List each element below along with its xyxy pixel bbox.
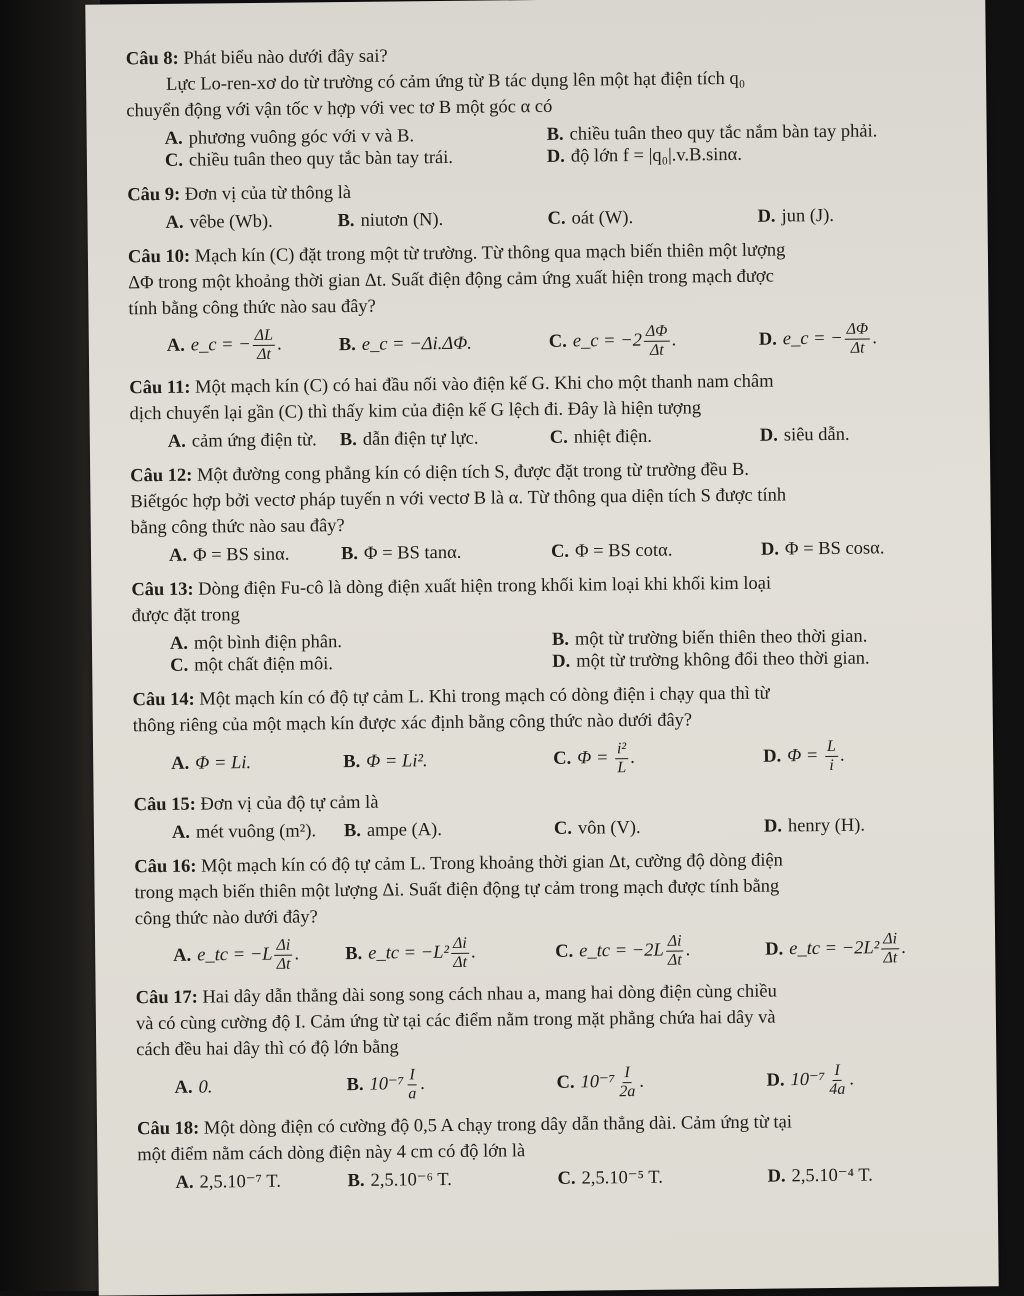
question-stem-line	[136, 978, 976, 1009]
fraction-numerator: Δi	[451, 935, 469, 954]
question-number: Câu 11:	[129, 378, 190, 399]
question-stem-line	[134, 847, 974, 878]
stem-text: Đơn vị của từ thông là	[185, 183, 351, 205]
fraction	[615, 740, 629, 777]
option-label: B.	[345, 944, 362, 964]
fraction-numerator: i²	[615, 740, 628, 759]
answer-options	[134, 813, 974, 844]
answer-options	[132, 624, 972, 677]
option-c[interactable]	[132, 651, 552, 677]
option-label: D.	[764, 816, 782, 836]
formula-end: .	[639, 1072, 644, 1092]
option-label: A.	[175, 1077, 193, 1097]
option-d[interactable]	[763, 736, 973, 775]
option-d[interactable]	[765, 929, 975, 968]
option-text: henry (H).	[788, 816, 865, 837]
option-c[interactable]	[127, 146, 547, 172]
option-b[interactable]	[344, 818, 554, 842]
option-label: C.	[557, 1169, 575, 1189]
option-text: vôn (V).	[578, 818, 641, 839]
option-label: B.	[547, 125, 564, 145]
option-label: C.	[555, 941, 573, 961]
fraction-numerator: ΔΦ	[845, 321, 871, 340]
option-text: vêbe (Wb).	[189, 212, 272, 233]
answer-options	[127, 120, 967, 173]
option-a[interactable]	[131, 543, 341, 567]
question-14	[132, 680, 973, 782]
option-a[interactable]	[130, 429, 340, 453]
option-text: Φ = BS sinα.	[193, 545, 290, 566]
formula-text: e_c = −	[783, 329, 843, 350]
option-text: nhiệt điện.	[574, 427, 652, 448]
option-text: 2,5.10⁻⁵ T.	[581, 1168, 663, 1189]
answer-options	[129, 320, 969, 366]
option-c[interactable]	[547, 206, 757, 230]
stem-text: dịch chuyển lại gần (C) thì thấy kim của điện kế G lệch đi. Đây là hiện tượng	[129, 398, 701, 424]
option-c[interactable]	[553, 739, 763, 778]
option-label: D.	[766, 1070, 784, 1090]
formula-text: e_tc = −L	[197, 945, 273, 966]
fraction-numerator: Δi	[274, 937, 292, 956]
question-11	[129, 369, 970, 454]
question-8	[126, 40, 967, 173]
fraction-numerator: I	[622, 1064, 632, 1083]
stem-text: Dòng điện Fu-cô là dòng điện xuất hiện trong khối kim loại khi khối kim loại	[198, 574, 771, 600]
question-number: Câu 10:	[128, 247, 190, 268]
formula-text: Φ = Li².	[366, 751, 428, 772]
option-d[interactable]	[767, 1163, 977, 1187]
formula-end: .	[686, 940, 691, 960]
stem-text: chuyển động với vận tốc v hợp với vec tơ B một góc α có	[126, 97, 552, 121]
question-stem-line	[134, 873, 974, 904]
option-text: siêu dẫn.	[784, 425, 850, 446]
option-label: A.	[176, 1173, 194, 1193]
option-d[interactable]	[761, 537, 971, 561]
fraction	[274, 937, 292, 974]
formula-end: .	[471, 942, 476, 962]
question-number: Câu 13:	[131, 580, 193, 601]
option-text: 2,5.10⁻⁶ T.	[370, 1170, 452, 1191]
question-stem-line	[136, 1030, 976, 1061]
option-label: C.	[556, 1072, 574, 1092]
option-text: chiều tuân theo quy tắc nắm bàn tay phải.	[570, 121, 878, 144]
dark-background	[0, 0, 100, 1291]
option-label: A.	[168, 432, 186, 452]
option-a[interactable]	[127, 210, 337, 234]
question-stem-line	[129, 369, 969, 400]
question-number: Câu 8:	[126, 49, 179, 70]
option-d[interactable]	[547, 142, 967, 168]
fraction-denominator: 4a	[827, 1081, 847, 1099]
option-d[interactable]	[766, 1060, 976, 1099]
option-text: Φ = BS tanα.	[364, 543, 462, 564]
stem-text: Hai dây dẫn thẳng dài song song cách nhau a, mang hai dòng điện cùng chiều	[202, 982, 777, 1008]
option-b[interactable]	[339, 331, 549, 355]
option-b[interactable]	[346, 1065, 556, 1104]
option-label: B.	[340, 430, 357, 450]
option-b[interactable]	[337, 208, 547, 232]
option-label: B.	[346, 1075, 363, 1095]
option-label: C.	[547, 209, 565, 229]
fraction-numerator: ΔΦ	[644, 323, 670, 342]
answer-options	[133, 736, 973, 782]
option-a[interactable]	[134, 820, 344, 844]
stem-text: công thức nào dưới đây?	[135, 907, 318, 929]
formula-text: e_tc = −2L²	[789, 938, 879, 959]
question-18	[137, 1109, 978, 1194]
question-stem-line	[126, 92, 966, 123]
formula-end: .	[840, 746, 845, 766]
stem-text: Lực Lo-ren-xơ do từ trường có cảm ứng từ B tác dụng lên một hạt điện tích q₀	[166, 69, 745, 95]
stem-text: được đặt trong	[132, 605, 240, 626]
formula-text: e_tc = −2L	[579, 940, 664, 961]
option-label: A.	[169, 546, 187, 566]
option-label: D.	[767, 1166, 785, 1186]
question-9	[127, 176, 967, 235]
fraction-numerator: Δi	[881, 930, 899, 949]
option-a[interactable]	[133, 751, 343, 775]
option-a[interactable]	[129, 326, 339, 365]
option-label: D.	[765, 939, 783, 959]
option-c[interactable]	[550, 425, 760, 449]
question-stem-line	[135, 899, 975, 930]
option-d[interactable]	[759, 320, 969, 359]
fraction	[881, 930, 899, 967]
question-number: Câu 18:	[137, 1119, 199, 1140]
question-13	[131, 571, 972, 678]
formula-text: 10⁻⁷	[790, 1070, 825, 1090]
option-text: Φ = BS cotα.	[575, 541, 673, 562]
option-label: B.	[552, 630, 569, 650]
fraction-denominator: Δt	[275, 956, 293, 974]
option-label: D.	[761, 540, 779, 560]
formula-end: .	[849, 1070, 854, 1090]
option-c[interactable]	[555, 932, 765, 971]
question-number: Câu 16:	[134, 857, 196, 878]
stem-text: ΔΦ trong một khoảng thời gian Δt. Suất điện động cảm ứng xuất hiện trong mạch được	[128, 267, 774, 294]
option-c[interactable]	[556, 1063, 766, 1102]
option-text: một chất điện môi.	[194, 654, 333, 675]
option-label: A.	[171, 753, 189, 773]
stem-text: Một mạch kín có độ tự cảm L. Khi trong mạch có dòng điện i chạy qua thì từ	[199, 684, 769, 710]
answer-options	[137, 1163, 977, 1194]
fraction	[644, 323, 670, 360]
question-stem-line	[131, 571, 971, 602]
fraction-numerator: ΔL	[253, 327, 275, 346]
fraction-denominator: Δt	[849, 340, 867, 358]
formula-end: .	[872, 328, 877, 348]
option-text: mét vuông (m²).	[196, 821, 316, 842]
fraction-denominator: Δt	[666, 952, 684, 970]
option-b[interactable]	[347, 1168, 557, 1192]
formula-text: Φ = Li.	[195, 753, 251, 774]
option-text: một bình điện phân.	[194, 632, 342, 654]
option-label: C.	[554, 819, 572, 839]
answer-options	[127, 204, 967, 235]
option-label: C.	[550, 428, 568, 448]
formula-end: .	[671, 330, 676, 350]
fraction	[666, 933, 684, 970]
option-text: phương vuông góc với v và B.	[189, 126, 415, 148]
stem-text: Một mạch kín (C) có hai đầu nối vào điện kế G. Khi cho một thanh nam châm	[195, 372, 774, 398]
option-text: Φ = BS cosα.	[785, 538, 885, 559]
fraction-denominator: i	[827, 757, 836, 775]
question-stem-line	[133, 706, 973, 737]
option-label: C.	[553, 748, 571, 768]
question-stem-line	[132, 596, 972, 627]
option-label: D.	[552, 652, 570, 672]
question-stem-line	[126, 40, 966, 71]
formula-end: .	[630, 748, 635, 768]
option-c[interactable]	[551, 539, 761, 563]
stem-text: Biếtgóc hợp bởi vectơ pháp tuyến n với vectơ B là α. Từ thông qua diện tích S được tính	[130, 485, 786, 512]
option-text: oát (W).	[571, 208, 633, 229]
fraction-denominator: Δt	[881, 949, 899, 967]
fraction	[253, 327, 276, 364]
stem-text: Mạch kín (C) đặt trong một từ trường. Từ thông qua mạch biến thiên một lượng	[195, 240, 786, 266]
formula-text: 10⁻⁷	[369, 1074, 404, 1094]
fraction-numerator: Δi	[666, 933, 684, 952]
fraction-denominator: Δt	[255, 346, 273, 364]
option-label: B.	[337, 211, 354, 231]
option-d[interactable]	[552, 646, 972, 672]
stem-text: Một dòng điện có cường độ 0,5 A chạy trong dây dẫn thẳng dài. Cảm ứng từ tại	[204, 1112, 792, 1138]
question-stem-line	[128, 264, 968, 295]
option-label: C.	[549, 331, 567, 351]
option-label: A.	[167, 335, 185, 355]
stem-text: Đơn vị của độ tự cảm là	[200, 793, 378, 815]
question-stem-line	[129, 395, 969, 426]
question-10	[128, 238, 969, 366]
fraction	[845, 321, 871, 358]
stem-text: Phát biểu nào dưới đây sai?	[183, 47, 387, 69]
fraction-denominator: 2a	[617, 1083, 637, 1101]
question-number: Câu 15:	[134, 795, 196, 816]
formula-text: Φ =	[577, 748, 613, 768]
stem-text: thông riêng của một mạch kín được xác định bằng công thức nào dưới đây?	[133, 710, 692, 736]
option-label: B.	[339, 334, 356, 354]
stem-text: tính bằng công thức nào sau đây?	[128, 297, 376, 320]
formula-end: .	[277, 334, 282, 354]
option-text: niutơn (N).	[360, 210, 443, 231]
fraction-numerator: I	[832, 1062, 842, 1081]
option-b[interactable]	[341, 541, 551, 565]
question-stem-line	[136, 1004, 976, 1035]
fraction-numerator: L	[825, 738, 838, 757]
question-stem-line	[137, 1135, 977, 1166]
answer-options	[131, 537, 971, 568]
formula-text: e_c = −2	[573, 331, 642, 352]
question-list	[126, 40, 978, 1207]
fraction	[827, 1062, 847, 1099]
formula-text: e_c = −	[191, 335, 251, 356]
fraction	[406, 1066, 418, 1103]
question-stem-line	[128, 238, 968, 269]
formula-text: e_tc = −L²	[368, 943, 449, 964]
formula-end: .	[294, 944, 299, 964]
fraction-denominator: Δt	[451, 954, 469, 972]
question-17	[136, 978, 977, 1106]
question-stem-line	[132, 680, 972, 711]
stem-text: một điểm nằm cách dòng điện này 4 cm có độ lớn là	[137, 1141, 525, 1165]
formula-end: .	[901, 938, 906, 958]
option-text: 2,5.10⁻⁴ T.	[791, 1166, 873, 1187]
option-text: ampe (A).	[367, 820, 442, 841]
question-stem-line	[134, 785, 974, 816]
option-label: B.	[341, 544, 358, 564]
option-d[interactable]	[760, 423, 970, 447]
formula-text: 10⁻⁷	[580, 1072, 615, 1092]
question-number: Câu 12:	[130, 466, 192, 487]
question-stem-line	[130, 457, 970, 488]
option-a[interactable]	[137, 1170, 347, 1194]
stem-text: Một mạch kín có độ tự cảm L. Trong khoảng thời gian Δt, cường độ dòng điện	[201, 850, 783, 876]
option-label: C.	[165, 151, 183, 171]
question-number: Câu 9:	[127, 185, 180, 206]
option-text: một từ trường biến thiên theo thời gian.	[575, 627, 868, 650]
answer-options	[135, 929, 975, 975]
question-12	[130, 457, 971, 568]
question-stem-line	[137, 1109, 977, 1140]
option-label: A.	[165, 129, 183, 149]
fraction	[825, 738, 838, 775]
question-number: Câu 17:	[136, 988, 198, 1009]
question-16	[134, 847, 975, 975]
fraction-numerator: I	[407, 1066, 417, 1085]
option-label: D.	[763, 746, 781, 766]
option-label: B.	[343, 751, 360, 771]
option-label: D.	[757, 207, 775, 227]
option-text: 2,5.10⁻⁷ T.	[200, 1172, 282, 1193]
option-label: C.	[551, 542, 569, 562]
question-15	[134, 785, 974, 844]
stem-text: và có cùng cường độ I. Cảm ứng từ tại các điểm nằm trong mặt phẳng chứa hai dây và	[136, 1008, 776, 1035]
option-b[interactable]	[340, 427, 550, 451]
option-c[interactable]	[554, 816, 764, 840]
option-a[interactable]	[136, 1075, 346, 1099]
option-label: D.	[760, 426, 778, 446]
option-text: một từ trường không đổi theo thời gian.	[576, 649, 870, 672]
option-text: chiều tuân theo quy tắc bàn tay trái.	[189, 148, 453, 171]
answer-options	[130, 423, 970, 454]
question-stem-line	[127, 176, 967, 207]
option-b[interactable]	[343, 748, 553, 772]
question-stem-line	[126, 66, 966, 97]
stem-text: cách đều hai dây thì có độ lớn bằng	[136, 1038, 399, 1061]
formula-end: .	[420, 1074, 425, 1094]
option-d[interactable]	[757, 204, 967, 228]
formula-text: e_c = −Δi.ΔΦ.	[362, 333, 472, 354]
option-label: A.	[173, 945, 191, 965]
option-label: A.	[172, 823, 190, 843]
fraction-denominator: L	[615, 759, 628, 777]
option-label: D.	[759, 329, 777, 349]
option-text: độ lớn f = |q₀|.v.B.sinα.	[571, 145, 742, 167]
option-text: jun (J).	[781, 206, 834, 227]
formula-text: 0.	[199, 1077, 213, 1097]
exam-paper	[85, 0, 998, 1296]
option-d[interactable]	[764, 813, 974, 837]
question-stem-line	[130, 483, 970, 514]
option-label: C.	[170, 656, 188, 676]
option-text: dẫn điện tự lực.	[363, 429, 479, 450]
question-stem-line	[128, 290, 968, 321]
option-label: B.	[347, 1171, 364, 1191]
option-b[interactable]	[345, 934, 555, 973]
option-text: cảm ứng điện từ.	[192, 430, 317, 451]
stem-text: bằng công thức nào sau đây?	[131, 516, 345, 538]
question-number: Câu 14:	[132, 690, 194, 711]
stem-text: Một đường cong phẳng kín có diện tích S, được đặt trong từ trường đều B.	[197, 460, 749, 486]
question-stem-line	[131, 509, 971, 540]
option-c[interactable]	[549, 322, 759, 361]
fraction	[451, 935, 469, 972]
fraction	[617, 1064, 637, 1101]
option-c[interactable]	[557, 1166, 767, 1190]
formula-text: Φ =	[787, 746, 823, 766]
fraction-denominator: a	[406, 1085, 418, 1103]
option-label: A.	[170, 634, 188, 654]
fraction-denominator: Δt	[648, 342, 666, 360]
option-label: A.	[165, 213, 183, 233]
stem-text: trong mạch biến thiên một lượng Δi. Suất điện động tự cảm trong mạch được tính bằng	[134, 877, 779, 904]
answer-options	[136, 1060, 976, 1106]
option-a[interactable]	[135, 936, 345, 975]
option-label: B.	[344, 821, 361, 841]
option-label: D.	[547, 147, 565, 167]
